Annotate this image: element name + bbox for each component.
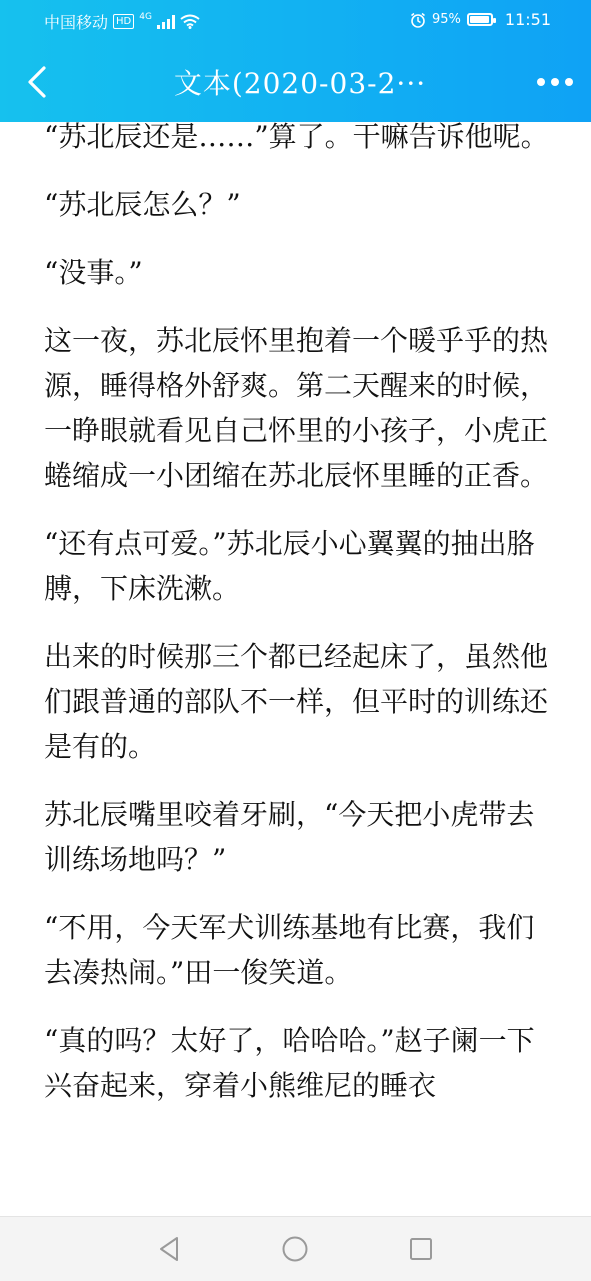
clock-time: 11:51 xyxy=(504,10,551,29)
battery-percent: 95% xyxy=(431,12,461,27)
alarm-clock-icon xyxy=(410,12,426,28)
navigation-bar xyxy=(0,40,591,122)
battery-level-fill xyxy=(470,16,489,23)
reader-content[interactable] xyxy=(44,122,554,1216)
paragraph: “苏北辰还是……”算了。干嘛告诉他呢。 xyxy=(44,122,549,153)
triangle-back-icon xyxy=(155,1235,183,1263)
status-bar xyxy=(0,0,591,40)
network-type: 4G xyxy=(139,11,152,22)
system-home-button[interactable] xyxy=(281,1235,309,1263)
more-dot-icon xyxy=(537,78,545,86)
battery-icon xyxy=(467,13,493,26)
circle-home-icon xyxy=(281,1235,309,1263)
paragraph: “还有点可爱。”苏北辰小心翼翼的抽出胳膊，下床洗漱。 xyxy=(44,527,535,605)
system-recents-button[interactable] xyxy=(407,1235,435,1263)
signal-icon xyxy=(157,15,175,29)
paragraph: “真的吗？太好了，哈哈哈。”赵子阑一下兴奋起来，穿着小熊维尼的睡衣 xyxy=(44,1024,535,1102)
more-dot-icon xyxy=(551,78,559,86)
chevron-left-icon xyxy=(20,62,56,102)
back-button[interactable] xyxy=(20,62,56,102)
paragraph: 苏北辰嘴里咬着牙刷，“今天把小虎带去训练场地吗？” xyxy=(44,798,535,876)
paragraph: “苏北辰怎么？” xyxy=(44,188,241,221)
system-navigation-bar xyxy=(0,1216,591,1281)
carrier-name: 中国移动 xyxy=(44,13,109,32)
paragraph: “没事。” xyxy=(44,256,143,289)
more-dot-icon xyxy=(565,78,573,86)
wifi-icon xyxy=(180,14,200,29)
system-back-button[interactable] xyxy=(155,1235,183,1263)
app-header xyxy=(0,0,591,122)
paragraph: “不用，今天军犬训练基地有比赛，我们去凑热闹。”田一俊笑道。 xyxy=(44,911,535,989)
paragraph: 出来的时候那三个都已经起床了，虽然他们跟普通的部队不一样，但平时的训练还是有的。 xyxy=(44,640,549,763)
hd-badge: HD xyxy=(113,14,134,29)
paragraph: 这一夜，苏北辰怀里抱着一个暖乎乎的热源，睡得格外舒爽。第二天醒来的时候，一睁眼就看见自己怀里的小孩子，小虎正蜷缩成一小团缩在苏北辰怀里睡的正香。 xyxy=(44,324,549,492)
square-recents-icon xyxy=(407,1235,435,1263)
more-options-button[interactable] xyxy=(537,78,573,86)
page-title: 文本(2020-03-2··· xyxy=(173,67,427,100)
